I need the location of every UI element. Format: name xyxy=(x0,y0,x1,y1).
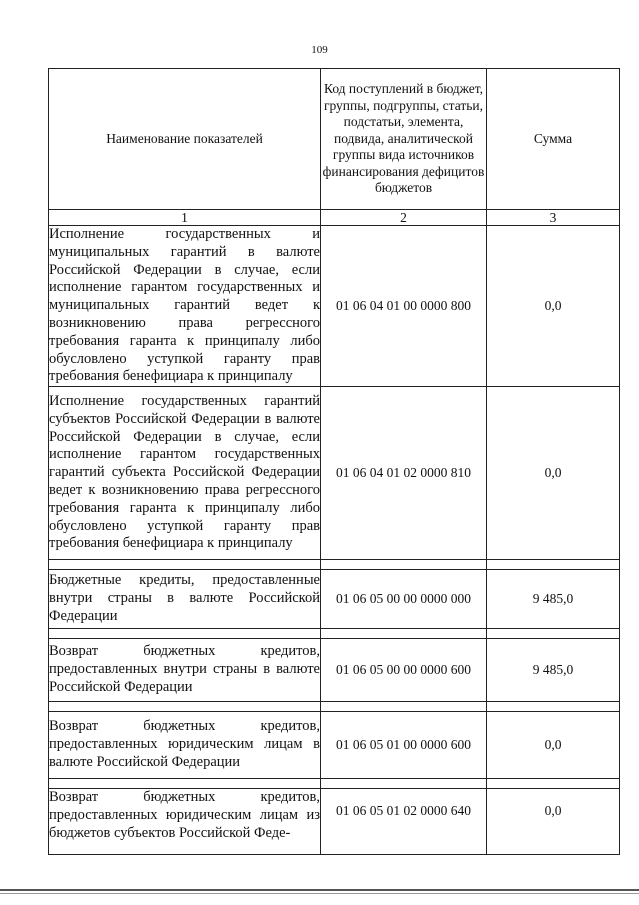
row-gap xyxy=(49,629,620,639)
row-sum: 9 485,0 xyxy=(487,570,620,629)
table-row xyxy=(49,712,620,779)
column-number-2: 2 xyxy=(321,210,487,226)
table-row xyxy=(49,226,620,387)
sources-table xyxy=(48,68,620,855)
row-name: Возврат бюджетных кредитов, предоставленных юридическим лицам из бюджетов субъектов Российской Феде- xyxy=(49,789,321,855)
header-code: Код поступлений в бюджет, группы, подгруппы, статьи, подстатьи, элемента, подвида, аналитической группы вида источников финансирования дефицитов бюджетов xyxy=(321,69,487,210)
header-name: Наименование показателей xyxy=(49,69,321,210)
row-sum: 0,0 xyxy=(487,387,620,560)
row-code: 01 06 04 01 02 0000 810 xyxy=(321,387,487,560)
page-number: 109 xyxy=(311,44,328,56)
table-header-row xyxy=(49,69,620,210)
table-row xyxy=(49,789,620,855)
row-code: 01 06 05 00 00 0000 000 xyxy=(321,570,487,629)
table-row xyxy=(49,570,620,629)
scan-edge-line xyxy=(0,889,639,891)
row-name: Исполнение государственных и муниципальных гарантий в валюте Российской Федерации в случае, если исполнение гарантом государственных и муниципальных гарантий ведет к возникновению права регрессного требования гаранта к принципалу либо обусловлено уступкой гаранту прав требования бенефициара к принципалу xyxy=(49,226,321,387)
row-name: Возврат бюджетных кредитов, предоставленных внутри страны в валюте Российской Федерации xyxy=(49,639,321,702)
row-code: 01 06 05 01 00 0000 600 xyxy=(321,712,487,779)
row-code: 01 06 05 01 02 0000 640 xyxy=(321,789,487,855)
row-sum: 0,0 xyxy=(487,226,620,387)
scan-edge-line-secondary xyxy=(0,893,639,894)
table-row xyxy=(49,387,620,560)
row-sum: 9 485,0 xyxy=(487,639,620,702)
table-row xyxy=(49,639,620,702)
row-gap xyxy=(49,560,620,570)
row-code: 01 06 04 01 00 0000 800 xyxy=(321,226,487,387)
row-name: Бюджетные кредиты, предоставленные внутри страны в валюте Российской Федерации xyxy=(49,570,321,629)
row-sum: 0,0 xyxy=(487,712,620,779)
row-gap xyxy=(49,779,620,789)
row-name: Исполнение государственных гарантий субъектов Российской Федерации в валюте Российской Федерации в случае, если исполнение гарантом государственных гарантий субъекта Российской Федерации ведет к возникновению права регрессного требования гаранта к принципалу либо обусловлено уступкой гаранту прав требования бенефициара к принципалу xyxy=(49,387,321,560)
column-number-row xyxy=(49,210,620,226)
column-number-1: 1 xyxy=(49,210,321,226)
column-number-3: 3 xyxy=(487,210,620,226)
row-code: 01 06 05 00 00 0000 600 xyxy=(321,639,487,702)
row-name: Возврат бюджетных кредитов, предоставленных юридическим лицам в валюте Российской Федерации xyxy=(49,712,321,779)
header-sum: Сумма xyxy=(487,69,620,210)
row-sum: 0,0 xyxy=(487,789,620,855)
row-gap xyxy=(49,702,620,712)
